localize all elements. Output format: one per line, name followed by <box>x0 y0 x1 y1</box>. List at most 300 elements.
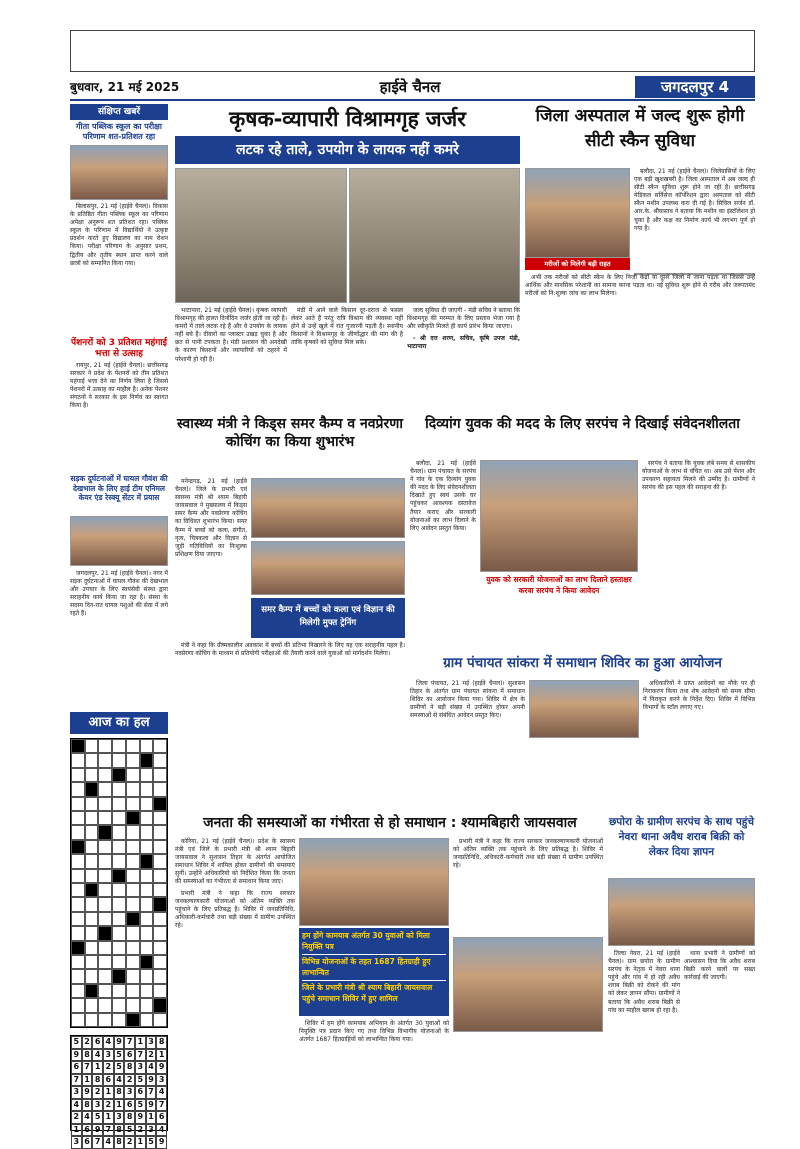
sudoku-cell: 2 <box>103 1099 114 1112</box>
story5-photo <box>529 680 639 738</box>
crossword-cell <box>85 1013 99 1027</box>
story1-text-2: मंडी में आने वाले किसान दूर-दराज से फसल लेकर आते हैं परंतु रात्रि विश्राम की व्यवस्था नहीं होने से उन्हें खुले में रात गुजारनी पड़ती है। स्थानीय किसानों ने विश्रामगृह के जीर्णोद्धार की मांग की है ताकि कृषकों को सुविधा मिल सके। <box>291 307 403 347</box>
crossword-cell <box>98 825 112 839</box>
story4-text-2: सरपंच ने बताया कि युवक लंबे समय से शासकीय योजनाओं के लाभ से वंचित था। अब उसे पेंशन और उपकरण सहायता मिलने की उम्मीद है। ग्रामीणों ने सरपंच की इस पहल की सराहना की है। <box>642 460 755 492</box>
story3-text-2: मंत्री ने कहा कि ग्रीष्मकालीन अवकाश में बच्चों की प्रतिभा निखारने के लिए यह एक सराहनीय पहल है। नवप्रेरणा कोचिंग के माध्यम से प्रतियोगी परीक्षाओं की तैयारी करने वाले युवाओं को मार्गदर्शन मिलेगा। <box>175 642 405 658</box>
sudoku-cell: 8 <box>114 1136 125 1149</box>
crossword-cell <box>98 797 112 811</box>
story7-photo <box>608 878 755 946</box>
crossword-cell <box>71 1013 85 1027</box>
crossword-cell <box>98 854 112 868</box>
crossword-cell <box>153 912 167 926</box>
city-name: जगदलपुर <box>660 78 714 96</box>
sudoku-cell: 3 <box>71 1086 82 1099</box>
crossword-cell <box>126 998 140 1012</box>
crossword-cell <box>153 854 167 868</box>
sudoku-cell: 4 <box>103 1136 114 1149</box>
sudoku-cell: 3 <box>92 1099 103 1112</box>
crossword-cell <box>140 897 154 911</box>
sudoku-cell: 6 <box>124 1099 135 1112</box>
crossword-cell <box>153 825 167 839</box>
story1-body-2 <box>291 307 403 407</box>
highlight-2: विभिन्न योजनाओं के तहत 1687 हितग्राही हुए लाभान्वित <box>302 955 446 981</box>
crossword-cell <box>153 739 167 753</box>
sudoku-cell: 8 <box>82 1049 93 1062</box>
story1-text-3: जल्द सुविधा दी जाएगी - मंडी सचिव ने बताया कि विश्रामगृह की मरम्मत के लिए प्रस्ताव भेजा गया है और स्वीकृति मिलते ही कार्य प्रारंभ किया जाएगा। <box>407 307 520 331</box>
crossword-cell <box>112 739 126 753</box>
crossword-cell <box>98 926 112 940</box>
sudoku-cell: 1 <box>135 1136 146 1149</box>
student-photos <box>70 145 168 200</box>
sudoku-cell: 3 <box>103 1049 114 1062</box>
story5-text: जिला पंचायत, 21 मई (हाईवे चैनल)। सुशासन तिहार के अंतर्गत ग्राम पंचायत सांकरा में समाधान शिविर का आयोजन किया गया। शिविर में क्षेत्र के ग्रामीणों ने बड़ी संख्या में उपस्थित होकर अपनी समस्याओं से संबंधित आवेदन प्रस्तुत किए। <box>410 680 525 720</box>
story6-text: कोरिया, 21 मई (हाईवे चैनल)। प्रदेश के स्वास्थ्य मंत्री एवं जिले के प्रभारी मंत्री श्री श्याम बिहारी जायसवाल ने सुशासन तिहार के अंतर्गत आयोजित समाधान शिविर में शामिल होकर ग्रामीणों की समस्याएं सुनीं। उन्होंने अधिकारियों को निर्देशित किया कि जनता की समस्याओं का गंभीरता से समाधान किया जाए। <box>175 838 295 886</box>
sudoku-cell: 6 <box>82 1124 93 1137</box>
crossword-cell <box>153 984 167 998</box>
sudoku-cell: 3 <box>156 1074 167 1087</box>
brief-headline-1: गीता पब्लिक स्कूल का परीक्षा परिणाम शत-प्रतिशत रहा <box>76 122 162 141</box>
sudoku-cell: 5 <box>135 1074 146 1087</box>
crossword-cell <box>85 869 99 883</box>
story4-body-2 <box>642 460 755 645</box>
story5-text-2: अधिकारियों ने प्राप्त आवेदनों का मौके पर ही निराकरण किया तथा शेष आवेदनों को समय सीमा में निराकृत करने के निर्देश दिए। शिविर में विभिन्न विभागों के स्टॉल लगाए गए। <box>643 680 755 712</box>
crossword-cell <box>126 1013 140 1027</box>
story6-text-4: प्रभारी मंत्री ने कहा कि राज्य सरकार जनकल्याणकारी योजनाओं को अंतिम व्यक्ति तक पहुंचाने के लिए प्रतिबद्ध है। शिविर में जनप्रतिनिधि, अधिकारी-कर्मचारी तथा बड़ी संख्या में ग्रामीण उपस्थित रहे। <box>453 838 603 870</box>
sudoku-cell: 2 <box>82 1036 93 1049</box>
crossword-cell <box>153 998 167 1012</box>
sudoku-cell: 5 <box>114 1061 125 1074</box>
top-ad-frame <box>70 30 755 72</box>
crossword-cell <box>112 926 126 940</box>
crossword-cell <box>112 782 126 796</box>
crossword-cell <box>71 739 85 753</box>
brief-text-3: जगदलपुर, 21 मई (हाईवे चैनल)। नगर में सड़क दुर्घटनाओं में घायल गौवंश की देखभाल और उपचार के लिए स्वयंसेवी संस्था द्वारा सराहनीय कार्य किया जा रहा है। संस्था के सदस्य दिन-रात घायल पशुओं की सेवा में लगे रहते हैं। <box>70 570 168 618</box>
crossword-cell <box>153 883 167 897</box>
crossword-grid <box>70 738 168 1028</box>
crossword-cell <box>126 782 140 796</box>
sudoku-cell: 4 <box>156 1086 167 1099</box>
highlight-3: जिले के प्रभारी मंत्री श्री श्याम बिहारी जायसवाल पहुंचे समाधान शिविर में हुए शामिल <box>302 983 433 1003</box>
crossword-cell <box>126 753 140 767</box>
crossword-cell <box>126 768 140 782</box>
crossword-cell <box>98 768 112 782</box>
story2-text: बलौदा, 21 मई (हाईवे चैनल)। जिलेवासियों के लिए एक बड़ी खुशखबरी है। जिला अस्पताल में अब जल्द ही सीटी स्कैन सुविधा शुरू होने जा रही है। छत्तीसगढ़ मेडिकल सर्विसेज कॉर्पोरेशन द्वारा अस्पताल को सीटी स्कैन मशीन उपलब्ध करा दी गई है। सिविल सर्जन डॉ. आर.के. श्रीवास्तव ने बताया कि मशीन का इंस्टॉलेशन हो चुका है और कक्ष का निर्माण कार्य भी लगभग पूर्ण हो गया है। <box>634 168 755 232</box>
crossword-cell <box>126 984 140 998</box>
crossword-cell <box>140 854 154 868</box>
sudoku-cell: 8 <box>156 1036 167 1049</box>
sudoku-cell: 7 <box>92 1136 103 1149</box>
crossword-cell <box>153 926 167 940</box>
today-header <box>70 712 168 734</box>
crossword-cell <box>153 782 167 796</box>
story3-photo-mid <box>251 541 405 595</box>
crossword-cell <box>85 797 99 811</box>
crossword-cell <box>112 955 126 969</box>
sudoku-cell: 1 <box>114 1099 125 1112</box>
crossword-cell <box>126 926 140 940</box>
sudoku-cell: 1 <box>71 1124 82 1137</box>
brief-title: संक्षिप्त खबरें <box>97 107 141 117</box>
crossword-cell <box>98 998 112 1012</box>
story6-body-mid <box>299 1020 449 1130</box>
crossword-cell <box>112 753 126 767</box>
crossword-cell <box>85 739 99 753</box>
story1-title: कृषक-व्यापारी विश्रामगृह जर्जर <box>229 107 466 131</box>
sudoku-cell: 6 <box>92 1036 103 1049</box>
sudoku-cell: 9 <box>146 1099 157 1112</box>
crossword-cell <box>85 984 99 998</box>
crossword-cell <box>140 984 154 998</box>
crossword-cell <box>85 955 99 969</box>
crossword-cell <box>112 797 126 811</box>
brief-headline-2: पेंशनरों को 3 प्रतिशत महंगाई भत्ता से उत्साह <box>70 338 168 359</box>
sudoku-cell: 9 <box>135 1111 146 1124</box>
crossword-cell <box>98 969 112 983</box>
story4-photo <box>480 460 638 572</box>
sudoku-cell: 3 <box>71 1136 82 1149</box>
sudoku-cell: 4 <box>114 1074 125 1087</box>
crossword-cell <box>112 811 126 825</box>
story4-body <box>410 460 476 645</box>
crossword-cell <box>98 739 112 753</box>
sudoku-cell: 7 <box>135 1049 146 1062</box>
story1-body-3 <box>407 307 520 407</box>
crossword-cell <box>126 883 140 897</box>
crossword-cell <box>112 941 126 955</box>
sudoku-cell: 2 <box>135 1124 146 1137</box>
masthead <box>70 76 755 98</box>
crossword-cell <box>71 840 85 854</box>
crossword-cell <box>153 1013 167 1027</box>
crossword-cell <box>153 941 167 955</box>
story3-body-2 <box>175 642 405 762</box>
crossword-cell <box>71 869 85 883</box>
crossword-cell <box>71 969 85 983</box>
crossword-cell <box>140 782 154 796</box>
story7-body-2 <box>684 950 755 1130</box>
story6-text-2: शिविर में हम होंगे कामयाब अभियान के अंतर्गत 30 युवाओं को नियुक्ति पत्र प्रदान किए गए तथा विभिन्न विभागीय योजनाओं के अंतर्गत 1687 हितग्राहियों को लाभान्वित किया गया। <box>299 1020 449 1044</box>
story1-photo-right <box>349 168 520 303</box>
story5-title: ग्राम पंचायत सांकरा में समाधान शिविर का हुआ आयोजन <box>443 655 722 671</box>
story4-title: दिव्यांग युवक की मदद के लिए सरपंच ने दिखाई संवेदनशीलता <box>425 416 740 432</box>
sudoku-cell: 2 <box>124 1074 135 1087</box>
crossword-cell <box>85 926 99 940</box>
story6-text-3: प्रभारी मंत्री ने कहा कि राज्य सरकार जनकल्याणकारी योजनाओं को अंतिम व्यक्ति तक पहुंचाने के लिए प्रतिबद्ध है। शिविर में जनप्रतिनिधि, अधिकारी-कर्मचारी तथा बड़ी संख्या में ग्रामीण उपस्थित रहे। <box>175 889 295 929</box>
crossword-cell <box>126 739 140 753</box>
crossword-cell <box>126 840 140 854</box>
crossword-cell <box>112 912 126 926</box>
crossword-cell <box>153 897 167 911</box>
sudoku-cell: 9 <box>71 1049 82 1062</box>
crossword-cell <box>98 883 112 897</box>
sudoku-cell: 6 <box>103 1074 114 1087</box>
crossword-cell <box>112 984 126 998</box>
sudoku-cell: 5 <box>92 1111 103 1124</box>
sudoku-cell: 1 <box>135 1036 146 1049</box>
sudoku-cell: 1 <box>103 1111 114 1124</box>
story5-body-2 <box>643 680 755 810</box>
crossword-cell <box>71 854 85 868</box>
sudoku-cell: 5 <box>71 1036 82 1049</box>
brief-body-1 <box>70 203 168 335</box>
crossword-cell <box>140 998 154 1012</box>
sudoku-cell: 8 <box>92 1074 103 1087</box>
sudoku-cell: 7 <box>82 1061 93 1074</box>
sudoku-cell: 1 <box>82 1074 93 1087</box>
crossword-cell <box>112 969 126 983</box>
sudoku-cell: 8 <box>82 1099 93 1112</box>
sudoku-cell: 4 <box>103 1036 114 1049</box>
crossword-cell <box>126 825 140 839</box>
crossword-cell <box>71 998 85 1012</box>
story2-body-lower <box>525 274 755 407</box>
crossword-cell <box>98 753 112 767</box>
sudoku-cell: 3 <box>135 1061 146 1074</box>
crossword-cell <box>85 811 99 825</box>
crossword-cell <box>85 753 99 767</box>
crossword-cell <box>98 955 112 969</box>
story6-title: जनता की समस्याओं का गंभीरता से हो समाधान : श्यामबिहारी जायसवाल <box>203 815 577 831</box>
story1-subtitle-bar <box>175 136 520 164</box>
crossword-cell <box>71 768 85 782</box>
sudoku-cell: 3 <box>114 1111 125 1124</box>
crossword-cell <box>98 941 112 955</box>
story2-title: जिला अस्पताल में जल्द शुरू होगी सीटी स्कैन सुविधा <box>535 106 745 151</box>
sudoku-cell: 5 <box>146 1136 157 1149</box>
crossword-cell <box>98 984 112 998</box>
sudoku-cell: 9 <box>92 1124 103 1137</box>
crossword-cell <box>98 782 112 796</box>
crossword-cell <box>112 840 126 854</box>
crossword-cell <box>126 912 140 926</box>
story1-subtitle: लटक रहे ताले, उपयोग के लायक नहीं कमरे <box>236 142 459 158</box>
story7-text-2: थाना प्रभारी ने ग्रामीणों को आश्वासन दिया कि अवैध शराब बिक्री करने वालों पर सख्त कार्रवाई की जाएगी। <box>684 950 755 982</box>
sudoku-cell: 7 <box>146 1086 157 1099</box>
story6-photo-2 <box>453 937 603 1032</box>
story2-caption: मरीजों को मिलेगी बड़ी राहत <box>525 258 630 270</box>
brief-body-3 <box>70 570 168 710</box>
today-title: आज का हल <box>88 715 150 730</box>
crossword-cell <box>85 825 99 839</box>
brief-headline-3: सड़क दुर्घटनाओं में घायल गौवंश की देखभाल के लिए हाई टीम एनिमल केयर एंड रेस्क्यू सेंटर में प्रयास <box>70 474 168 502</box>
crossword-cell <box>140 869 154 883</box>
crossword-cell <box>126 854 140 868</box>
story7-title: छपोरा के ग्रामीण सरपंच के साथ पहुंचे नेवरा थाना अवैध शराब बिक्री को लेकर दिया ज्ञापन <box>608 816 755 858</box>
sudoku-cell: 5 <box>135 1099 146 1112</box>
sudoku-cell: 6 <box>135 1086 146 1099</box>
crossword-cell <box>85 941 99 955</box>
sudoku-cell: 9 <box>114 1036 125 1049</box>
sudoku-cell: 9 <box>82 1086 93 1099</box>
crossword-cell <box>71 955 85 969</box>
sudoku-cell: 6 <box>71 1061 82 1074</box>
crossword-cell <box>85 854 99 868</box>
page-number: 4 <box>718 78 730 96</box>
crossword-cell <box>153 753 167 767</box>
crossword-cell <box>71 941 85 955</box>
crossword-cell <box>140 753 154 767</box>
crossword-cell <box>98 869 112 883</box>
story5-body <box>410 680 525 810</box>
story6-highlights <box>299 928 449 1016</box>
crossword-cell <box>112 1013 126 1027</box>
sudoku-cell: 6 <box>156 1111 167 1124</box>
crossword-cell <box>153 969 167 983</box>
sudoku-cell: 3 <box>124 1086 135 1099</box>
sudoku-cell: 4 <box>71 1099 82 1112</box>
crossword-cell <box>112 883 126 897</box>
rescue-photo <box>70 516 168 566</box>
crossword-cell <box>140 825 154 839</box>
story3-banner <box>251 598 405 638</box>
crossword-cell <box>153 955 167 969</box>
story4-text: बलौदा, 21 मई (हाईवे चैनल)। ग्राम पंचायत के सरपंच ने गांव के एक दिव्यांग युवक की मदद के लिए संवेदनशीलता दिखाते हुए स्वयं उसके घर पहुंचकर आवश्यक दस्तावेज तैयार कराए और सरकारी योजनाओं का लाभ दिलाने के लिए आवेदन प्रस्तुत किया। <box>410 460 476 532</box>
sudoku-cell: 8 <box>124 1061 135 1074</box>
crossword-cell <box>85 768 99 782</box>
sudoku-cell: 8 <box>124 1111 135 1124</box>
sudoku-cell: 5 <box>124 1124 135 1137</box>
crossword-cell <box>153 869 167 883</box>
sudoku-cell: 7 <box>124 1036 135 1049</box>
brief-text-2: रायपुर, 21 मई (हाईवे चैनल)। छत्तीसगढ़ सरकार ने प्रदेश के पेंशनरों को तीन प्रतिशत महंगाई भत्ता देने का निर्णय लिया है जिससे पेंशनरों में उत्साह का माहौल है। अनेक पेंशनर संगठनों ने सरकार के इस निर्णय का स्वागत किया है। <box>70 362 168 410</box>
brief-body-2 <box>70 362 168 470</box>
story3-banner-text: समर कैम्प में बच्चों को कला एवं विज्ञान की मिलेगी मुफ्त ट्रेनिंग <box>261 605 395 628</box>
sudoku-cell: 2 <box>124 1136 135 1149</box>
crossword-cell <box>140 811 154 825</box>
sudoku-cell: 8 <box>114 1086 125 1099</box>
crossword-cell <box>85 912 99 926</box>
crossword-cell <box>140 739 154 753</box>
story3-body <box>175 478 247 638</box>
crossword-cell <box>71 811 85 825</box>
story1-credit: - श्री दत्त शरण, सचिव, कृषि उपज मंडी, भाटापारा <box>407 335 520 351</box>
story4-caption: युवक को सरकारी योजनाओं का लाभ दिलाने हस्ताक्षर करवा सरपंच ने किया आवेदन <box>486 575 632 595</box>
crossword-cell <box>140 955 154 969</box>
crossword-cell <box>71 782 85 796</box>
crossword-cell <box>153 811 167 825</box>
sudoku-grid <box>70 1035 168 1146</box>
sudoku-cell: 1 <box>146 1111 157 1124</box>
crossword-cell <box>71 897 85 911</box>
crossword-cell <box>126 897 140 911</box>
crossword-cell <box>112 854 126 868</box>
crossword-cell <box>71 912 85 926</box>
story3-title: स्वास्थ्य मंत्री ने किड्स समर कैम्प व नवप्रेरणा कोचिंग का किया शुभारंभ <box>176 416 403 450</box>
crossword-cell <box>71 883 85 897</box>
highlight-1: हम होंगे कामयाब अंतर्गत 30 युवाओं को मिला नियुक्ति पत्र <box>302 931 446 955</box>
crossword-cell <box>71 825 85 839</box>
story1-body <box>175 307 287 407</box>
crossword-cell <box>126 955 140 969</box>
crossword-cell <box>140 883 154 897</box>
sudoku-cell: 3 <box>146 1124 157 1137</box>
crossword-cell <box>112 768 126 782</box>
crossword-cell <box>112 897 126 911</box>
crossword-cell <box>126 941 140 955</box>
sudoku-cell: 7 <box>156 1099 167 1112</box>
crossword-cell <box>140 840 154 854</box>
masthead-paper-name: हाईवे चैनल <box>379 78 441 96</box>
sudoku-cell: 6 <box>82 1136 93 1149</box>
story1-text: भाटापारा, 21 मई (हाईवे चैनल)। कृषक व्यापारी विश्रामगृह की हालत दिनोंदिन जर्जर होती जा रही है। कमरों में ताले लटक रहे हैं और वे उपयोग के लायक नहीं बचे हैं। दीवारों का प्लास्टर उखड़ चुका है और छत से पानी टपकता है। मंडी प्रशासन की अनदेखी के कारण किसानों और व्यापारियों को ठहरने में परेशानी हो रही है। <box>175 307 287 363</box>
story2-text-2: अभी तक मरीजों को सीटी स्कैन के लिए निजी केंद्रों या दूसरे जिलों में जाना पड़ता था जिससे उन्हें आर्थिक और मानसिक परेशानी का सामना करना पड़ता था। नई सुविधा शुरू होने से गरीब और जरूरतमंद मरीजों को नि:शुल्क जांच का लाभ मिलेगा। <box>525 274 755 298</box>
sudoku-cell: 9 <box>146 1074 157 1087</box>
crossword-cell <box>85 883 99 897</box>
sudoku-cell: 4 <box>156 1124 167 1137</box>
story3-photo-top <box>251 478 405 538</box>
sudoku-cell: 4 <box>82 1111 93 1124</box>
crossword-cell <box>98 897 112 911</box>
sudoku-cell: 5 <box>114 1049 125 1062</box>
sudoku-cell: 9 <box>156 1136 167 1149</box>
crossword-cell <box>126 811 140 825</box>
crossword-cell <box>85 782 99 796</box>
sudoku-cell: 2 <box>71 1111 82 1124</box>
sudoku-cell: 6 <box>124 1049 135 1062</box>
crossword-cell <box>140 797 154 811</box>
masthead-rule <box>70 99 755 101</box>
crossword-cell <box>85 969 99 983</box>
sudoku-cell: 4 <box>146 1061 157 1074</box>
crossword-cell <box>126 797 140 811</box>
crossword-cell <box>71 797 85 811</box>
sudoku-cell: 1 <box>103 1086 114 1099</box>
crossword-cell <box>126 969 140 983</box>
crossword-cell <box>85 897 99 911</box>
sudoku-cell: 7 <box>71 1074 82 1087</box>
crossword-cell <box>98 811 112 825</box>
crossword-cell <box>98 1013 112 1027</box>
story6-body-right <box>453 838 603 933</box>
crossword-cell <box>140 969 154 983</box>
crossword-cell <box>126 869 140 883</box>
crossword-cell <box>153 840 167 854</box>
crossword-cell <box>153 797 167 811</box>
story6-body <box>175 838 295 1130</box>
sudoku-cell: 1 <box>92 1061 103 1074</box>
crossword-cell <box>153 768 167 782</box>
story2-body-top <box>634 168 755 270</box>
sudoku-cell: 1 <box>156 1049 167 1062</box>
brief-header <box>70 104 168 120</box>
sudoku-cell: 7 <box>103 1124 114 1137</box>
doctor-photo <box>525 168 630 258</box>
crossword-cell <box>71 926 85 940</box>
story3-text: मनेन्द्रगढ़, 21 मई (हाईवे चैनल)। जिले के प्रभारी एवं स्वास्थ्य मंत्री श्री श्याम बिहारी जायसवाल ने मुख्यालय में किड्स समर कैम्प और नवप्रेरणा कोचिंग का विधिवत शुभारंभ किया। समर कैम्प में बच्चों को कला, संगीत, नृत्य, चित्रकला और विज्ञान से जुड़ी गतिविधियों का निःशुल्क प्रशिक्षण दिया जाएगा। <box>175 478 247 558</box>
crossword-cell <box>112 825 126 839</box>
crossword-cell <box>98 912 112 926</box>
story1-photo-left <box>175 168 347 303</box>
crossword-cell <box>140 1013 154 1027</box>
sudoku-cell: 4 <box>92 1049 103 1062</box>
crossword-cell <box>112 869 126 883</box>
brief-text-1: बिलासपुर, 21 मई (हाईवे चैनल)। विकास के प्रतिष्ठित गीता पब्लिक स्कूल का परिणाम अपेक्षा अनुरूप शत प्रतिशत रहा। पब्लिक स्कूल के परिणाम में विद्यार्थियों ने उत्कृष्ट प्रदर्शन करते हुए विद्यालय का नाम रोशन किया। परीक्षा परिणाम के अनुसार प्रथम, द्वितीय और तृतीय स्थान प्राप्त करने वाले छात्रों को सम्मानित किया गया। <box>70 203 168 267</box>
sudoku-cell: 8 <box>114 1124 125 1137</box>
crossword-cell <box>140 926 154 940</box>
crossword-cell <box>140 912 154 926</box>
story6-photo-1 <box>299 838 449 926</box>
crossword-cell <box>85 840 99 854</box>
sudoku-cell: 3 <box>146 1036 157 1049</box>
crossword-cell <box>112 998 126 1012</box>
story7-body <box>608 950 680 1130</box>
crossword-cell <box>71 753 85 767</box>
crossword-cell <box>140 941 154 955</box>
crossword-cell <box>140 768 154 782</box>
masthead-city <box>635 76 755 98</box>
sudoku-cell: 2 <box>103 1061 114 1074</box>
sudoku-cell: 2 <box>92 1086 103 1099</box>
